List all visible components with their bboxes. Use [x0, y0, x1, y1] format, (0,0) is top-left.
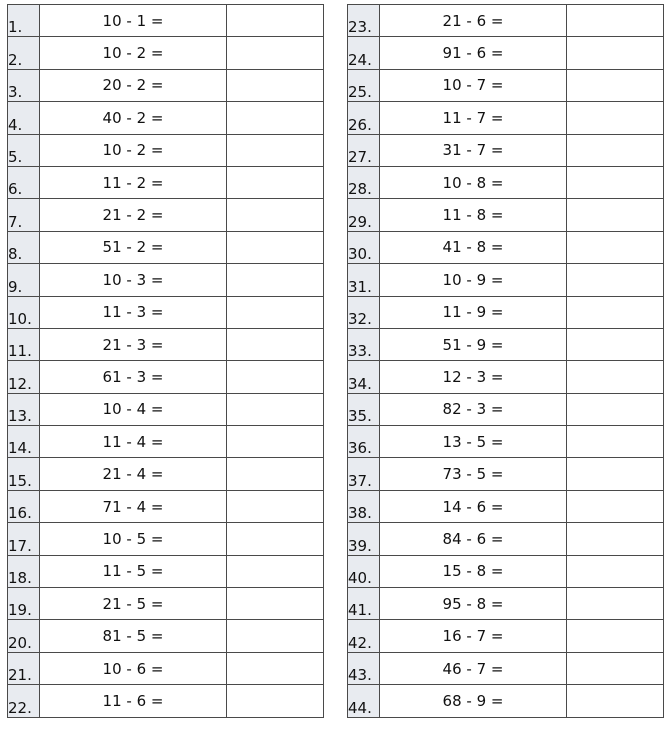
problem-expression: 40 - 2 = [40, 102, 227, 134]
problem-number: 11. [8, 328, 40, 360]
answer-box[interactable] [227, 685, 324, 717]
problem-expression: 10 - 2 = [40, 37, 227, 69]
answer-box[interactable] [567, 393, 664, 425]
answer-box[interactable] [567, 102, 664, 134]
problem-expression: 21 - 2 = [40, 199, 227, 231]
table-row [8, 328, 324, 360]
answer-box[interactable] [567, 490, 664, 522]
problem-number: 20. [8, 620, 40, 652]
table-row [8, 523, 324, 555]
problem-expression: 61 - 3 = [40, 361, 227, 393]
problem-expression: 10 - 1 = [40, 5, 227, 37]
answer-box[interactable] [227, 361, 324, 393]
table-row [8, 588, 324, 620]
problem-number: 39. [348, 523, 380, 555]
problem-number: 27. [348, 134, 380, 166]
problem-number: 34. [348, 361, 380, 393]
answer-box[interactable] [227, 393, 324, 425]
answer-box[interactable] [227, 69, 324, 101]
problem-number: 30. [348, 231, 380, 263]
table-row [8, 652, 324, 684]
table-row [8, 102, 324, 134]
answer-box[interactable] [567, 361, 664, 393]
problem-number: 37. [348, 458, 380, 490]
table-row [8, 37, 324, 69]
table-row [348, 69, 664, 101]
problem-table-right-body [348, 5, 664, 718]
problem-number: 3. [8, 69, 40, 101]
answer-box[interactable] [227, 328, 324, 360]
table-row [348, 426, 664, 458]
problem-expression: 84 - 6 = [380, 523, 567, 555]
table-row [8, 166, 324, 198]
problem-expression: 10 - 2 = [40, 134, 227, 166]
problem-expression: 51 - 2 = [40, 231, 227, 263]
answer-box[interactable] [227, 620, 324, 652]
answer-box[interactable] [567, 555, 664, 587]
answer-box[interactable] [227, 555, 324, 587]
problem-expression: 13 - 5 = [380, 426, 567, 458]
answer-box[interactable] [567, 134, 664, 166]
problem-number: 26. [348, 102, 380, 134]
table-row [8, 555, 324, 587]
table-row [348, 37, 664, 69]
answer-box[interactable] [567, 620, 664, 652]
answer-box[interactable] [567, 37, 664, 69]
problem-expression: 20 - 2 = [40, 69, 227, 101]
answer-box[interactable] [227, 166, 324, 198]
problem-expression: 51 - 9 = [380, 328, 567, 360]
table-row [348, 685, 664, 717]
problem-number: 8. [8, 231, 40, 263]
problem-number: 9. [8, 264, 40, 296]
answer-box[interactable] [567, 523, 664, 555]
problem-expression: 68 - 9 = [380, 685, 567, 717]
problem-number: 44. [348, 685, 380, 717]
answer-box[interactable] [227, 264, 324, 296]
table-row [348, 393, 664, 425]
problem-expression: 73 - 5 = [380, 458, 567, 490]
problem-number: 7. [8, 199, 40, 231]
table-row [8, 296, 324, 328]
problem-expression: 11 - 5 = [40, 555, 227, 587]
problem-expression: 21 - 5 = [40, 588, 227, 620]
problem-number: 21. [8, 652, 40, 684]
table-row [8, 393, 324, 425]
table-row [348, 264, 664, 296]
answer-box[interactable] [227, 296, 324, 328]
problem-number: 19. [8, 588, 40, 620]
problem-expression: 14 - 6 = [380, 490, 567, 522]
problem-expression: 10 - 9 = [380, 264, 567, 296]
answer-box[interactable] [227, 199, 324, 231]
table-row [348, 523, 664, 555]
table-row [348, 5, 664, 37]
problem-number: 25. [348, 69, 380, 101]
problem-number: 40. [348, 555, 380, 587]
problem-table-left [7, 4, 324, 718]
answer-box[interactable] [567, 458, 664, 490]
problem-number: 15. [8, 458, 40, 490]
table-row [348, 555, 664, 587]
problem-table-left-body [8, 5, 324, 718]
problem-expression: 71 - 4 = [40, 490, 227, 522]
table-row [8, 264, 324, 296]
table-row [8, 361, 324, 393]
problem-expression: 15 - 8 = [380, 555, 567, 587]
problem-number: 12. [8, 361, 40, 393]
problem-number: 42. [348, 620, 380, 652]
table-row [348, 102, 664, 134]
problem-expression: 11 - 6 = [40, 685, 227, 717]
problem-number: 13. [8, 393, 40, 425]
table-row [8, 5, 324, 37]
answer-box[interactable] [567, 652, 664, 684]
answer-box[interactable] [227, 5, 324, 37]
answer-box[interactable] [567, 426, 664, 458]
problem-number: 23. [348, 5, 380, 37]
answer-box[interactable] [227, 426, 324, 458]
problem-number: 5. [8, 134, 40, 166]
problem-expression: 21 - 4 = [40, 458, 227, 490]
problem-number: 33. [348, 328, 380, 360]
problem-expression: 41 - 8 = [380, 231, 567, 263]
answer-box[interactable] [227, 490, 324, 522]
problem-number: 38. [348, 490, 380, 522]
problem-expression: 10 - 5 = [40, 523, 227, 555]
answer-box[interactable] [227, 102, 324, 134]
problem-expression: 12 - 3 = [380, 361, 567, 393]
problem-expression: 16 - 7 = [380, 620, 567, 652]
table-row [348, 361, 664, 393]
worksheet [7, 4, 659, 738]
answer-box[interactable] [567, 296, 664, 328]
answer-box[interactable] [227, 231, 324, 263]
table-row [8, 69, 324, 101]
answer-box[interactable] [567, 69, 664, 101]
problem-expression: 21 - 3 = [40, 328, 227, 360]
problem-number: 17. [8, 523, 40, 555]
problem-expression: 11 - 8 = [380, 199, 567, 231]
problem-number: 10. [8, 296, 40, 328]
table-row [348, 458, 664, 490]
answer-box[interactable] [567, 685, 664, 717]
answer-box[interactable] [567, 588, 664, 620]
table-row [348, 199, 664, 231]
problem-number: 31. [348, 264, 380, 296]
problem-number: 14. [8, 426, 40, 458]
problem-number: 41. [348, 588, 380, 620]
problem-expression: 11 - 9 = [380, 296, 567, 328]
answer-box[interactable] [227, 523, 324, 555]
problem-number: 29. [348, 199, 380, 231]
problem-expression: 81 - 5 = [40, 620, 227, 652]
answer-box[interactable] [567, 328, 664, 360]
problem-expression: 21 - 6 = [380, 5, 567, 37]
problem-number: 35. [348, 393, 380, 425]
problem-expression: 82 - 3 = [380, 393, 567, 425]
answer-box[interactable] [567, 166, 664, 198]
problem-expression: 11 - 4 = [40, 426, 227, 458]
problem-expression: 10 - 4 = [40, 393, 227, 425]
table-row [348, 652, 664, 684]
table-row [348, 328, 664, 360]
problem-expression: 91 - 6 = [380, 37, 567, 69]
problem-expression: 10 - 7 = [380, 69, 567, 101]
problem-expression: 11 - 2 = [40, 166, 227, 198]
answer-box[interactable] [567, 231, 664, 263]
table-row [348, 166, 664, 198]
problem-table-right [347, 4, 664, 718]
problem-expression: 11 - 7 = [380, 102, 567, 134]
table-row [8, 134, 324, 166]
problem-number: 6. [8, 166, 40, 198]
answer-box[interactable] [227, 458, 324, 490]
problem-expression: 10 - 6 = [40, 652, 227, 684]
table-row [348, 231, 664, 263]
table-row [8, 685, 324, 717]
table-row [8, 231, 324, 263]
problem-expression: 11 - 3 = [40, 296, 227, 328]
table-row [8, 426, 324, 458]
problem-number: 4. [8, 102, 40, 134]
table-row [8, 199, 324, 231]
table-row [348, 296, 664, 328]
problem-number: 2. [8, 37, 40, 69]
table-row [8, 458, 324, 490]
problem-number: 1. [8, 5, 40, 37]
problem-number: 16. [8, 490, 40, 522]
table-row [348, 134, 664, 166]
problem-expression: 95 - 8 = [380, 588, 567, 620]
problem-number: 43. [348, 652, 380, 684]
table-row [348, 620, 664, 652]
answer-box[interactable] [567, 199, 664, 231]
problem-expression: 10 - 8 = [380, 166, 567, 198]
answer-box[interactable] [227, 134, 324, 166]
answer-box[interactable] [227, 652, 324, 684]
problem-number: 32. [348, 296, 380, 328]
problem-expression: 31 - 7 = [380, 134, 567, 166]
table-row [348, 490, 664, 522]
problem-number: 18. [8, 555, 40, 587]
problem-number: 36. [348, 426, 380, 458]
table-row [348, 588, 664, 620]
problem-number: 28. [348, 166, 380, 198]
problem-expression: 10 - 3 = [40, 264, 227, 296]
answer-box[interactable] [227, 588, 324, 620]
problem-expression: 46 - 7 = [380, 652, 567, 684]
answer-box[interactable] [567, 264, 664, 296]
answer-box[interactable] [567, 5, 664, 37]
table-row [8, 490, 324, 522]
problem-number: 24. [348, 37, 380, 69]
table-row [8, 620, 324, 652]
problem-number: 22. [8, 685, 40, 717]
answer-box[interactable] [227, 37, 324, 69]
